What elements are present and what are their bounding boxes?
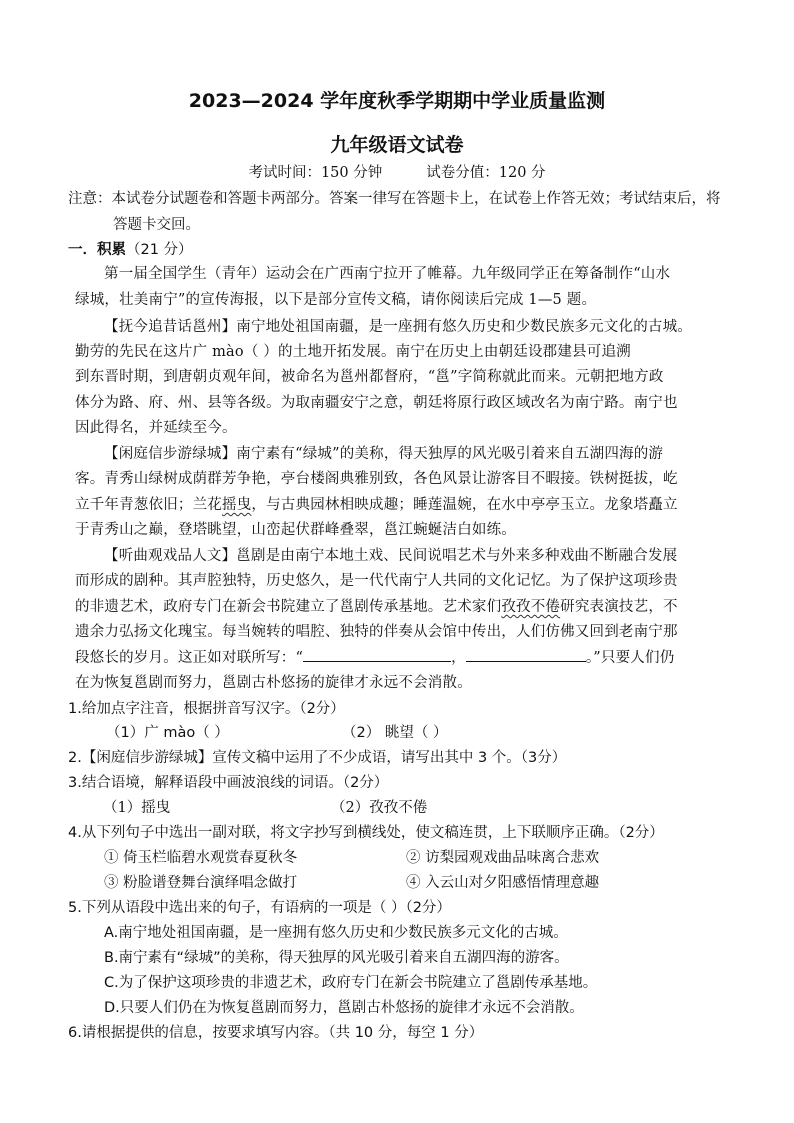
intro-line-2: 绿城，壮美南宁”的宣传海报，以下是部分宣传文稿，请你阅读后完成 1—5 题。 [75,292,597,308]
q4-option-3: ③ 粉脸谱登舞台演绎唱念做打 [104,875,298,891]
p2-line-4: 于青秀山之巅，登塔眺望，山峦起伏群峰叠翠，邕江蜿蜒洁白如练。 [75,522,516,538]
p1-line-3: 到东晋时期，到唐朝贞观年间，被命名为邕州都督府，“邕”字简称就此而来。元朝把地方政 [75,369,664,385]
p3-line-2: 而形成的剧种。其声腔独特，历史悠久，是一代代南宁人共同的文化记忆。为了保护这项珍贵 [75,573,678,589]
p3-line-4: 遗余力弘扬文化瑰宝。每当婉转的唱腔、独特的伴奏从会馆中传出，人们仿佛又回到老南宁那 [75,624,678,640]
q4-option-1: ① 倚玉栏临碧水观赏春夏秋冬 [104,850,298,866]
exam-title: 2023—2024 学年度秋季学期期中学业质量监测 [188,90,606,112]
q3-options [103,796,753,817]
p2-line-3-b: ，与古典园林相映成趣；睡莲温婉，在水中亭亭玉立。龙象塔矗立 [251,497,678,513]
p3-line-3-a: 的非遗艺术，政府专门在新会书院建立了邕剧传承基地。艺术家们 [75,599,502,615]
section-number: 一． [68,242,97,258]
p3-line-6: 在为恢复邕剧而努力，邕剧古朴悠扬的旋律才永远不会消散。 [75,675,472,691]
p3-line-3 [75,595,725,616]
p2-line-1: 【闲庭信步游绿城】南宁素有“绿城”的美称，得天独厚的风光吸引着来自五湖四海的游 [104,446,664,462]
section-heading [68,238,718,259]
p3-line-5-b: 。”只要人们仍 [585,650,675,666]
p1-line-5: 因此得名，并延续至今。 [75,420,237,436]
q4-options-row-2 [104,871,754,892]
section-title: 积累 [97,242,126,258]
q1-option-1: （1）广 mào（ ） [106,725,229,741]
q5-option-a: A.南宁地处祖国南疆，是一座拥有悠久历史和少数民族多元文化的古城。 [104,925,568,941]
notice-line-2: 答题卡交回。 [113,217,200,233]
p3-line-5 [75,646,725,667]
p3-line-3-b: 研究表演技艺，不 [560,599,678,615]
exam-score: 试卷分值：120 分 [426,165,546,181]
q6-stem: 6.请根据提供的信息，按要求填写内容。（共 10 分，每空 1 分） [68,1025,484,1041]
q4-options-row-1 [104,846,754,867]
q3-word-2: （2）孜孜不倦 [331,800,428,816]
q4-option-4: ④ 入云山对夕阳感悟情理意趣 [406,875,600,891]
exam-time: 考试时间：150 分钟 [248,165,383,181]
q2-stem: 2.【闲庭信步游绿城】宣传文稿中运用了不少成语，请写出其中 3 个。（3分） [68,750,567,766]
couplet-blank-lower [466,647,586,662]
p1-line-1: 【抚今追昔话邕州】南宁地处祖国南疆，是一座拥有悠久历史和少数民族多元文化的古城。 [104,319,692,335]
q4-option-2: ② 访梨园观戏曲品味离合悲欢 [406,850,600,866]
q5-option-b: B.南宁素有“绿城”的美称，得天独厚的风光吸引着来自五湖四海的游客。 [104,950,569,966]
q4-stem: 4.从下列句子中选出一副对联，将文字抄写到横线处，使文稿连贯，上下联顺序正确。（2分） [68,825,664,841]
p3-line-1: 【听曲观戏品人文】邕剧是由南宁本地土戏、民间说唱艺术与外来多种戏曲不断融合发展 [104,548,678,564]
p1-line-2: 勤劳的先民在这片广 mào（ ）的土地开拓发展。南宁在历史上由朝廷设郡建县可追溯 [75,344,631,360]
q3-stem: 3.结合语境，解释语段中画波浪线的词语。（2分） [68,775,389,791]
intro-line-1: 第一届全国学生（青年）运动会在广西南宁拉开了帷幕。九年级同学正在筹备制作“山水 [104,266,671,282]
notice-line-1: 注意：本试卷分试题卷和答题卡两部分。答案一律写在答题卡上，在试卷上作答无效；考试结束后，将 [68,191,721,207]
p3-line-5-a: 段悠长的岁月。这正如对联所写：“ [75,650,304,666]
p1-line-4: 体分为路、府、州、县等各级。为取南疆安宁之意，朝廷将原行政区域改名为南宁路。南宁也 [75,395,678,411]
wavy-word-yaoye: 摇曳 [222,497,252,513]
q1-stem: 1.给加点字注音，根据拼音写汉字。（2分） [68,701,345,717]
exam-subtitle: 九年级语文试卷 [330,134,464,156]
q1-options [106,721,756,742]
q5-stem: 5.下列从语段中选出来的句子，有语病的一项是（ ）（2分） [68,900,451,916]
q5-option-c: C.为了保护这项珍贵的非遗艺术，政府专门在新会书院建立了邕剧传承基地。 [104,975,598,991]
p2-line-3 [75,493,725,514]
p3-line-5-comma: ， [451,650,466,666]
exam-meta [0,161,794,182]
q5-option-d: D.只要人们仍在为恢复邕剧而努力，邕剧古朴悠扬的旋律才永远不会消散。 [104,1000,584,1016]
q1-option-2: （2） 眺望（ ） [342,725,448,741]
wavy-word-zizibujuan: 孜孜不倦 [501,599,561,615]
p2-line-3-a: 立千年青葱依旧；兰花 [75,497,222,513]
q3-word-1: （1）摇曳 [103,800,171,816]
p2-line-2: 客。青秀山绿树成荫群芳争艳，亭台楼阁典雅别致，各色风景让游客目不暇接。铁树挺拔，屹 [75,471,678,487]
couplet-blank-upper [303,647,451,662]
section-score: （21 分） [126,242,193,258]
